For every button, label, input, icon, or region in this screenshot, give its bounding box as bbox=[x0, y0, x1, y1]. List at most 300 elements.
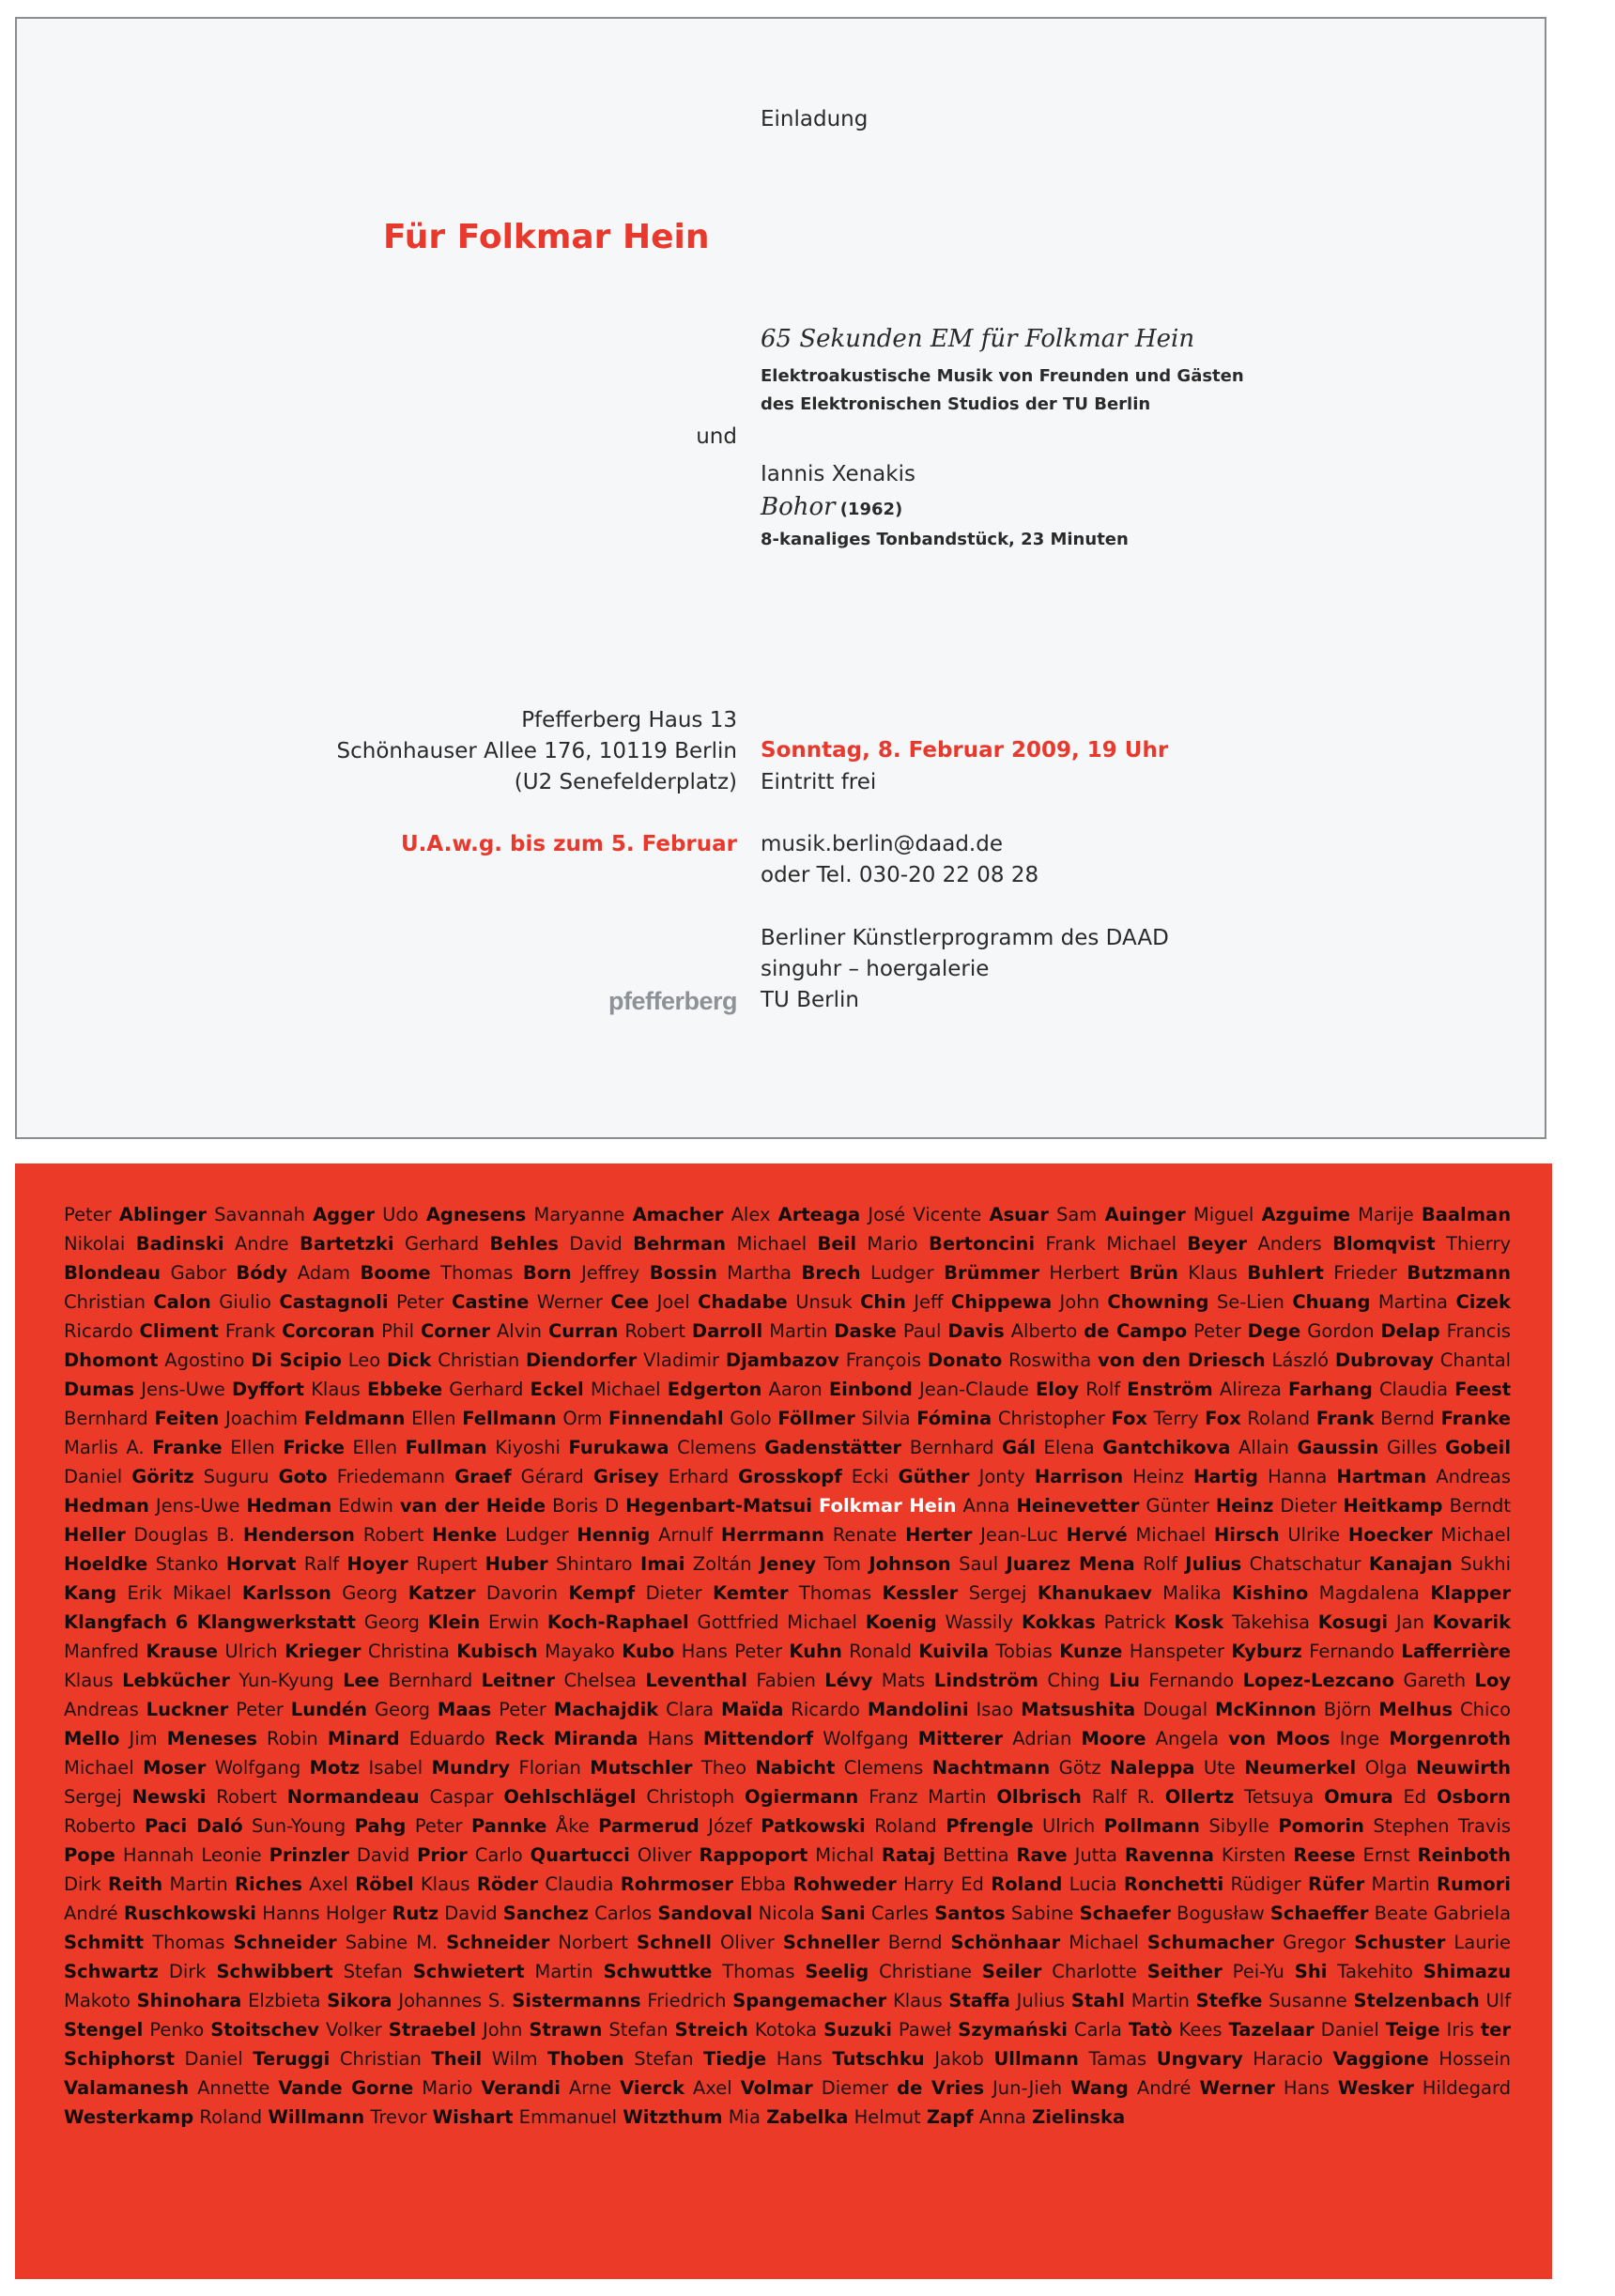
participant-name: Gregor Schuster bbox=[1283, 1932, 1446, 1953]
participant-name: John Chowning bbox=[1059, 1291, 1209, 1313]
participant-name: Ching Liu bbox=[1047, 1670, 1140, 1691]
participant-name: Jun-Jieh Wang bbox=[992, 2077, 1129, 2099]
participant-name: Helmut Zapf bbox=[854, 2106, 974, 2128]
participant-name: Laurie Schwartz bbox=[64, 1932, 1511, 1982]
participant-name: Jean-Luc Hervé bbox=[980, 1524, 1128, 1546]
participant-name: Dieter Heitkamp bbox=[1280, 1495, 1443, 1517]
organizer-tu-berlin: TU Berlin bbox=[761, 988, 859, 1012]
participant-name: Frieder Butzmann bbox=[1333, 1262, 1512, 1284]
participant-name: Lucia Ronchetti bbox=[1069, 1873, 1224, 1895]
participant-name: Roberto Paci Daló bbox=[64, 1815, 243, 1837]
participant-name: Peter Machajdik bbox=[499, 1699, 659, 1720]
participant-name: Christian Diendorfer bbox=[438, 1349, 638, 1371]
venue-line3: (U2 Senefelderplatz) bbox=[514, 770, 737, 794]
participant-name: Maryanne Amacher bbox=[533, 1204, 724, 1225]
participant-name: Chico Mello bbox=[64, 1699, 1512, 1749]
participant-name: Christiane Seiler bbox=[879, 1961, 1042, 1982]
participant-name: Carlos Sandoval bbox=[594, 1903, 753, 1924]
participant-name: László Dubrovay bbox=[1271, 1349, 1434, 1371]
participant-name: Takehito Shimazu bbox=[1337, 1961, 1512, 1982]
participant-name: Eduardo Reck bbox=[408, 1728, 545, 1749]
participant-name: Michael Hirsch bbox=[1135, 1524, 1280, 1546]
participant-name: Chantal Dumas bbox=[64, 1349, 1512, 1400]
participant-name: Harry Ed Roland bbox=[903, 1873, 1063, 1895]
participant-name: Boris D Hegenbart-Matsui bbox=[552, 1495, 812, 1517]
participant-name: Klaus Lebkücher bbox=[64, 1670, 230, 1691]
participant-name: Gilles Gobeil bbox=[1386, 1437, 1512, 1458]
participant-name: Orm Finnendahl bbox=[562, 1408, 724, 1429]
participant-name: Anna Zielinska bbox=[978, 2106, 1126, 2128]
participant-name: Ulrike Hoecker bbox=[1287, 1524, 1433, 1546]
participant-name: Fabien Lévy bbox=[756, 1670, 873, 1691]
participant-name: Christina Kubisch bbox=[367, 1641, 538, 1662]
participant-name: Sabine M. Schneider bbox=[345, 1932, 550, 1953]
participant-name: Andre Bartetzki bbox=[234, 1233, 394, 1255]
participant-name: Ute Neumerkel bbox=[1203, 1757, 1357, 1779]
participant-name: Jonty Harrison bbox=[978, 1466, 1124, 1487]
participant-name: Olga Neuwirth bbox=[1364, 1757, 1512, 1779]
participant-name: Thomas Kessler bbox=[798, 1582, 959, 1604]
participant-name: Oliver Schneller bbox=[720, 1932, 880, 1953]
participant-name: Elzbieta Sikora bbox=[248, 1990, 392, 2011]
participant-name: Charlotte Seither bbox=[1052, 1961, 1223, 1982]
participant-name: Mario Bertoncini bbox=[867, 1233, 1036, 1255]
participant-name: Rolf Enström bbox=[1085, 1379, 1213, 1400]
participant-names-panel bbox=[15, 1163, 1552, 2279]
participant-name: Yun-Kyung Lee bbox=[238, 1670, 380, 1691]
participant-name: Marlis A. Franke bbox=[64, 1437, 223, 1458]
participant-name: Mayako Kubo bbox=[545, 1641, 675, 1662]
participant-name: Arne Vierck bbox=[568, 2077, 684, 2099]
venue-line1: Pfefferberg Haus 13 bbox=[521, 708, 737, 732]
participant-name: Stanko Horvat bbox=[155, 1553, 297, 1575]
program2-work: Bohor bbox=[761, 493, 836, 521]
participant-name: Erhard Grosskopf bbox=[668, 1466, 842, 1487]
participant-name: Manfred Krause bbox=[64, 1641, 218, 1662]
participant-name: Axel Volmar bbox=[692, 2077, 813, 2099]
participant-name: Claudia Rohrmoser bbox=[545, 1873, 733, 1895]
participant-name: Peter Pannke bbox=[414, 1815, 547, 1837]
participant-name: Hans Wesker bbox=[1283, 2077, 1414, 2099]
participant-name: Tetsuya Omura bbox=[1244, 1786, 1393, 1808]
participant-name: André Ruschkowski bbox=[64, 1903, 256, 1924]
participant-name: Beate Gabriela Schmitt bbox=[64, 1903, 1512, 1953]
participant-name: Wolfgang Motz bbox=[214, 1757, 361, 1779]
participant-name: Jeff Chippewa bbox=[914, 1291, 1053, 1313]
participant-name: Carles Santos bbox=[870, 1903, 1006, 1924]
participant-name: Golo Föllmer bbox=[730, 1408, 855, 1429]
participant-name: Clemens Gadenstätter bbox=[677, 1437, 902, 1458]
participant-name: Isabel Mundry bbox=[368, 1757, 511, 1779]
participant-name: Frank Corcoran bbox=[224, 1320, 376, 1342]
participant-name: Sibylle Pomorin bbox=[1208, 1815, 1364, 1837]
participant-name: Norbert Schnell bbox=[558, 1932, 712, 1953]
participant-name: Adrian Moore bbox=[1012, 1728, 1146, 1749]
participant-name: Roland Pfrengle bbox=[874, 1815, 1034, 1837]
participant-name: Bernd Schönhaar bbox=[887, 1932, 1061, 1953]
participant-name: Paweł Szymański bbox=[898, 2019, 1068, 2041]
participant-name: Anders Blomqvist bbox=[1257, 1233, 1436, 1255]
participant-name: Alireza Farhang bbox=[1219, 1379, 1373, 1400]
participant-name: Ricardo Mandolini bbox=[791, 1699, 969, 1720]
participant-name: Björn Melhus bbox=[1323, 1699, 1454, 1720]
participant-name: Stefan Streich bbox=[608, 2019, 748, 2041]
participant-name: Peter Dege bbox=[1193, 1320, 1301, 1342]
participant-name: Thomas Born bbox=[440, 1262, 572, 1284]
participant-name: Jean-Claude Eloy bbox=[919, 1379, 1080, 1400]
participant-name: Mia Zabelka bbox=[728, 2106, 849, 2128]
venue-line2: Schönhauser Allee 176, 10119 Berlin bbox=[336, 739, 737, 763]
participant-name: Haracio Vaggione bbox=[1253, 2048, 1429, 2070]
participant-name: Agostino Di Scipio bbox=[164, 1349, 342, 1371]
participant-name: Robert Henke bbox=[362, 1524, 498, 1546]
participant-name: Jeffrey Bossin bbox=[581, 1262, 717, 1284]
participant-name: Silvia Fómina bbox=[861, 1408, 992, 1429]
participant-name: Bernd Franke bbox=[1380, 1408, 1511, 1429]
participant-name: Kirsten Reese bbox=[1221, 1844, 1356, 1866]
participant-name: Nicola Sani bbox=[758, 1903, 866, 1924]
participant-name: Klaus Röder bbox=[420, 1873, 539, 1895]
participant-name: Joel Chadabe bbox=[656, 1291, 788, 1313]
participant-name: Stephen Travis Pope bbox=[64, 1815, 1512, 1866]
participant-name: Patrick Kosk bbox=[1103, 1611, 1224, 1633]
participant-name: Ecki Güther bbox=[851, 1466, 970, 1487]
program2-work-line bbox=[761, 493, 902, 521]
participant-name: Ernst Reinboth bbox=[1362, 1844, 1511, 1866]
participant-name: Friedemann Graef bbox=[336, 1466, 512, 1487]
contact-phone: oder Tel. 030-20 22 08 28 bbox=[761, 863, 1039, 887]
participant-name: Jens-Uwe Dyffort bbox=[141, 1379, 304, 1400]
participant-name: Se-Lien Chuang bbox=[1216, 1291, 1371, 1313]
participant-name: Ellen Fellmann bbox=[411, 1408, 557, 1429]
participant-name: Julius Stahl bbox=[1016, 1990, 1125, 2011]
participant-name: Unsuk Chin bbox=[795, 1291, 906, 1313]
participant-name: Thomas Schneider bbox=[152, 1932, 337, 1953]
participant-name: Gabor Bódy bbox=[170, 1262, 288, 1284]
participant-name: Bernhard Leitner bbox=[388, 1670, 556, 1691]
participant-name: Hans Mittendorf bbox=[647, 1728, 814, 1749]
participant-name: Roland Willmann bbox=[199, 2106, 365, 2128]
participant-name: Herbert Brün bbox=[1049, 1262, 1178, 1284]
participant-name: Thierry Blondeau bbox=[64, 1233, 1511, 1284]
participant-name: Magdalena Klapper bbox=[1318, 1582, 1511, 1604]
participant-name: Tom Johnson bbox=[823, 1553, 951, 1575]
participant-name: Åke Parmerud bbox=[555, 1815, 700, 1837]
participant-name: Martin Schwuttke bbox=[534, 1961, 713, 1982]
participant-name: Daniel Teige bbox=[1320, 2019, 1440, 2041]
participant-name: Claudia Feest bbox=[1378, 1379, 1512, 1400]
participant-name: Carla Tatò bbox=[1073, 2019, 1173, 2041]
participant-name: Inge Morgenroth bbox=[1339, 1728, 1511, 1749]
participant-name: Mats Lindström bbox=[881, 1670, 1038, 1691]
participant-name: Sam Auinger bbox=[1055, 1204, 1186, 1225]
participant-name: Georg Maas bbox=[374, 1699, 492, 1720]
participant-name: Udo Agnesens bbox=[382, 1204, 527, 1225]
participant-name: Christian Theil bbox=[339, 2048, 483, 2070]
participant-name: Roswitha von den Driesch bbox=[1008, 1349, 1266, 1371]
participant-name: Rupert Huber bbox=[416, 1553, 548, 1575]
participant-name: Chatschatur Kanajan bbox=[1249, 1553, 1453, 1575]
participant-name: Anna Heinevetter bbox=[962, 1495, 1140, 1517]
participant-name: Ralf R. Ollertz bbox=[1091, 1786, 1235, 1808]
participant-name: Florian Mutschler bbox=[518, 1757, 693, 1779]
participant-name: Rüdiger Rüfer bbox=[1230, 1873, 1365, 1895]
participant-name: David Behrman bbox=[569, 1233, 727, 1255]
participant-name: Saul Juarez Mena bbox=[959, 1553, 1135, 1575]
participant-name: Günter Heinz bbox=[1146, 1495, 1274, 1517]
participant-name: Sergej Khanukaev bbox=[968, 1582, 1152, 1604]
participant-name: Ludger Hennig bbox=[505, 1524, 651, 1546]
participant-name: Dirk Schwibbert bbox=[168, 1961, 333, 1982]
participant-name: Pei-Yu Shi bbox=[1232, 1961, 1328, 1982]
participant-name: Caspar Oehlschlägel bbox=[429, 1786, 637, 1808]
participant-name: Hans Tutschku bbox=[776, 2048, 925, 2070]
participant-name: Georg Katzer bbox=[342, 1582, 476, 1604]
participant-name: Hossein Valamanesh bbox=[64, 2048, 1512, 2099]
participant-name: Joachim Feldmann bbox=[224, 1408, 406, 1429]
participant-name: Bernhard Gál bbox=[909, 1437, 1036, 1458]
participant-name: Christoph Ogiermann bbox=[646, 1786, 859, 1808]
program2-year: (1962) bbox=[839, 500, 903, 519]
participant-name: Friedrich Spangemacher bbox=[647, 1990, 887, 2011]
participant-name: Susanne Stelzenbach bbox=[1269, 1990, 1480, 2011]
participant-name: Annette Vande Gorne bbox=[197, 2077, 414, 2099]
participant-name: Jutta Ravenna bbox=[1074, 1844, 1214, 1866]
organizer-singuhr: singuhr – hoergalerie bbox=[761, 957, 990, 981]
participant-name: Martha Brech bbox=[727, 1262, 861, 1284]
participant-name: Ulrich Krieger bbox=[224, 1641, 361, 1662]
participant-name: Aaron Einbond bbox=[768, 1379, 913, 1400]
participant-name: Theo Nabicht bbox=[700, 1757, 836, 1779]
contact-email[interactable]: musik.berlin@daad.de bbox=[761, 832, 1003, 856]
participant-name: Dirk Reith bbox=[64, 1873, 163, 1895]
participant-name: Vladimir Djambazov bbox=[643, 1349, 839, 1371]
participant-name: Rolf Julius bbox=[1143, 1553, 1242, 1575]
participant-name: Michael Hoeldke bbox=[64, 1524, 1512, 1575]
participant-name: Elena Gantchikova bbox=[1043, 1437, 1231, 1458]
participant-name: Allain Gaussin bbox=[1238, 1437, 1379, 1458]
participant-name: Michael Schumacher bbox=[1069, 1932, 1275, 1953]
pfefferberg-logo: pfefferberg bbox=[608, 987, 737, 1015]
participant-name: Nikolai Badinski bbox=[64, 1233, 224, 1255]
participant-name: Kotoka Suzuki bbox=[754, 2019, 892, 2041]
participant-name: Iris ter Schiphorst bbox=[64, 2019, 1512, 2070]
participant-name: Klaus Staffa bbox=[892, 1990, 1010, 2011]
participant-name: Chelsea Leventhal bbox=[563, 1670, 747, 1691]
participant-name: Francis Dhomont bbox=[64, 1320, 1512, 1371]
participant-name: Christopher Fox bbox=[997, 1408, 1147, 1429]
participant-name: Gottfried Michael Koenig bbox=[697, 1611, 937, 1633]
participant-name: Zoltán Jeney bbox=[692, 1553, 817, 1575]
participant-name: David Prior bbox=[356, 1844, 468, 1866]
participant-name: David Sanchez bbox=[444, 1903, 589, 1924]
program2-desc: 8-kanaliges Tonbandstück, 23 Minuten bbox=[761, 530, 1129, 549]
participant-name: Miranda bbox=[553, 1728, 638, 1749]
participant-name: Davorin Kempf bbox=[485, 1582, 636, 1604]
participant-name: Andreas Luckner bbox=[64, 1699, 229, 1720]
invitation-heading: Einladung bbox=[761, 107, 869, 131]
participant-name: Angela von Moos bbox=[1155, 1728, 1330, 1749]
participant-name: Giulio Castagnoli bbox=[219, 1291, 389, 1313]
participant-name: Józef Patkowski bbox=[708, 1815, 866, 1837]
participant-name: Johannes S. Sistermanns bbox=[398, 1990, 641, 2011]
program2-composer: Iannis Xenakis bbox=[761, 462, 915, 486]
participant-name: Ricardo Climent bbox=[64, 1320, 219, 1342]
participant-name: Phil Corner bbox=[381, 1320, 491, 1342]
participant-name: Ludger Brümmer bbox=[870, 1262, 1039, 1284]
participant-name: Alberto de Campo bbox=[1010, 1320, 1188, 1342]
participant-name: Sun-Young Pahg bbox=[252, 1815, 407, 1837]
participant-name: Daniel Göritz bbox=[64, 1466, 194, 1487]
participant-name: Kees Tazelaar bbox=[1178, 2019, 1315, 2041]
conjunction-und: und bbox=[696, 424, 737, 449]
participant-name: Jakob Ullmann bbox=[934, 2048, 1079, 2070]
participant-name: Martina Cizek bbox=[1377, 1291, 1511, 1313]
participant-name: Stefan Tiedje bbox=[634, 2048, 767, 2070]
participant-name: Jens-Uwe Hedman bbox=[155, 1495, 332, 1517]
participant-name: Thomas Seelig bbox=[722, 1961, 869, 1982]
participant-name: Peter Ablinger bbox=[64, 1204, 207, 1225]
participant-name: Franz Martin Olbrisch bbox=[869, 1786, 1082, 1808]
participant-name: Wassily Kokkas bbox=[945, 1611, 1096, 1633]
participant-name: José Vicente Asuar bbox=[868, 1204, 1049, 1225]
participant-name: Daniel Teruggi bbox=[184, 2048, 331, 2070]
participant-name: John Strawn bbox=[483, 2019, 603, 2041]
program1-desc-line1: Elektroakustische Musik von Freunden und Gästen bbox=[761, 366, 1244, 386]
participant-name: Wilm Thoben bbox=[491, 2048, 624, 2070]
participant-name: Jim Meneses bbox=[129, 1728, 257, 1749]
participant-name: Alex Arteaga bbox=[731, 1204, 861, 1225]
participant-name: Martin Riches bbox=[169, 1873, 302, 1895]
participant-name: Hannah Leonie Prinzler bbox=[122, 1844, 349, 1866]
participant-name: Frank Michael Beyer bbox=[1045, 1233, 1248, 1255]
participant-name: Werner Cee bbox=[536, 1291, 650, 1313]
participant-name: Ulf Stengel bbox=[64, 1990, 1512, 2041]
participant-name: Jan Kovarik bbox=[1395, 1611, 1512, 1633]
participant-name: Gordon Delap bbox=[1307, 1320, 1440, 1342]
participant-name: Shintaro Imai bbox=[555, 1553, 685, 1575]
participant-name: Georg Klein bbox=[363, 1611, 481, 1633]
participant-name: Martin Rumori bbox=[1371, 1873, 1511, 1895]
participant-name: Tobias Kunze bbox=[995, 1641, 1123, 1662]
participant-name: Dieter Kemter bbox=[645, 1582, 789, 1604]
participant-name: 6 Klangwerkstatt bbox=[175, 1611, 356, 1633]
participant-name: Ebba Rohweder bbox=[740, 1873, 897, 1895]
participant-name: Malika Kishino bbox=[1162, 1582, 1309, 1604]
invitation-title: Für Folkmar Hein bbox=[383, 218, 710, 256]
participant-name: André Werner bbox=[1136, 2077, 1275, 2099]
participant-name: Isao Matsushita bbox=[976, 1699, 1136, 1720]
participant-name: Miguel Azguime bbox=[1192, 1204, 1350, 1225]
participant-name: Marije Baalman bbox=[1358, 1204, 1512, 1225]
participant-name: Hanspeter Kyburz bbox=[1129, 1641, 1302, 1662]
invitation-card bbox=[15, 17, 1546, 1139]
participant-name: Arnulf Herrmann bbox=[658, 1524, 824, 1546]
participant-name: Martin Daske bbox=[769, 1320, 897, 1342]
participant-name: Ulrich Pollmann bbox=[1042, 1815, 1200, 1837]
participant-name: Mario Verandi bbox=[422, 2077, 561, 2099]
participant-name: Michael Moser bbox=[64, 1757, 207, 1779]
participant-name: Stefan Schwietert bbox=[343, 1961, 525, 1982]
participant-name: Sabine Schaefer bbox=[1010, 1903, 1171, 1924]
participant-name: Hans Peter Kuhn bbox=[681, 1641, 842, 1662]
participant-name: Klaus Ebbeke bbox=[311, 1379, 443, 1400]
participant-name: Makoto Shinohara bbox=[64, 1990, 242, 2011]
participant-name: Savannah Agger bbox=[214, 1204, 375, 1225]
rsvp-deadline: U.A.w.g. bis zum 5. Februar bbox=[400, 832, 737, 856]
participant-name: Heinz Hartig bbox=[1132, 1466, 1259, 1487]
participant-name: Klangfach bbox=[64, 1611, 167, 1633]
participant-name: Hanna Hartman bbox=[1268, 1466, 1427, 1487]
participant-name: Terry Fox bbox=[1153, 1408, 1241, 1429]
participant-name: Gerhard Behles bbox=[404, 1233, 559, 1255]
participant-name: Sukhi Kang bbox=[64, 1553, 1512, 1604]
participant-name: Diemer de Vries bbox=[821, 2077, 985, 2099]
participant-name: Erik Mikael Karlsson bbox=[127, 1582, 331, 1604]
participant-name: Ronald Kuivila bbox=[849, 1641, 989, 1662]
participant-name: Erwin Koch-Raphael bbox=[488, 1611, 689, 1633]
participant-name: Michael Beil bbox=[736, 1233, 857, 1255]
participant-name: Fernando Lopez-Lezcano bbox=[1148, 1670, 1395, 1691]
participant-name: Trevor Wishart bbox=[370, 2106, 514, 2128]
participant-name: François Donato bbox=[845, 1349, 1003, 1371]
participant-name: Berndt Heller bbox=[64, 1495, 1511, 1546]
participant-name: Tamas Ungvary bbox=[1088, 2048, 1243, 2070]
participant-name: Axel Röbel bbox=[309, 1873, 414, 1895]
participant-name: Gerhard Eckel bbox=[449, 1379, 584, 1400]
participant-name: Wolfgang Mitterer bbox=[823, 1728, 1004, 1749]
participant-name: Bogusław Schaeffer bbox=[1177, 1903, 1369, 1924]
participant-name: Bernhard Feiten bbox=[64, 1408, 220, 1429]
participant-name: Hildegard Westerkamp bbox=[64, 2077, 1512, 2128]
participant-name: Suguru Goto bbox=[203, 1466, 328, 1487]
participant-name: Christian Calon bbox=[64, 1291, 211, 1313]
participant-name: Robert Normandeau bbox=[216, 1786, 420, 1808]
participant-name: Ellen Fricke bbox=[230, 1437, 345, 1458]
participant-name: Carlo Quartucci bbox=[474, 1844, 630, 1866]
participant-name: Clemens Nachtmann bbox=[843, 1757, 1051, 1779]
participant-name: Penko Stoitschev bbox=[149, 2019, 320, 2041]
participant-name: Hanns Holger Rutz bbox=[262, 1903, 439, 1924]
participant-name: Ralf Hoyer bbox=[303, 1553, 408, 1575]
participant-name: Clara Maïda bbox=[666, 1699, 784, 1720]
participant-name: Oliver Rappoport bbox=[637, 1844, 808, 1866]
participant-name: Martin Stefke bbox=[1130, 1990, 1263, 2011]
program1-desc-line2: des Elektronischen Studios der TU Berlin bbox=[761, 394, 1151, 414]
participant-name: Roland Frank bbox=[1247, 1408, 1375, 1429]
event-date: Sonntag, 8. Februar 2009, 19 Uhr bbox=[761, 738, 1169, 763]
participant-name: Edwin van der Heide bbox=[338, 1495, 546, 1517]
participant-name: Andreas Hedman bbox=[64, 1466, 1512, 1517]
participant-name: Gareth Loy bbox=[1403, 1670, 1512, 1691]
participant-name: Takehisa Kosugi bbox=[1231, 1611, 1389, 1633]
participant-name: Götz Naleppa bbox=[1058, 1757, 1195, 1779]
participant-name: Robert Darroll bbox=[624, 1320, 763, 1342]
participant-name: Kiyoshi Furukawa bbox=[495, 1437, 669, 1458]
participant-name: Dougal McKinnon bbox=[1143, 1699, 1316, 1720]
participant-name: Peter Lundén bbox=[236, 1699, 368, 1720]
participant-name: Douglas B. Henderson bbox=[133, 1524, 355, 1546]
participant-name: Gérard Grisey bbox=[520, 1466, 659, 1487]
participant-name: Peter Castine bbox=[395, 1291, 530, 1313]
participant-name: Alvin Curran bbox=[496, 1320, 619, 1342]
participant-name: Paul Davis bbox=[902, 1320, 1005, 1342]
participant-name: Ellen Fullman bbox=[352, 1437, 487, 1458]
participant-name: Michael Edgerton bbox=[590, 1379, 762, 1400]
participant-name: Renate Herter bbox=[832, 1524, 973, 1546]
participant-names-list bbox=[64, 1200, 1511, 2132]
participant-name: Fernando Lafferrière bbox=[1309, 1641, 1512, 1662]
